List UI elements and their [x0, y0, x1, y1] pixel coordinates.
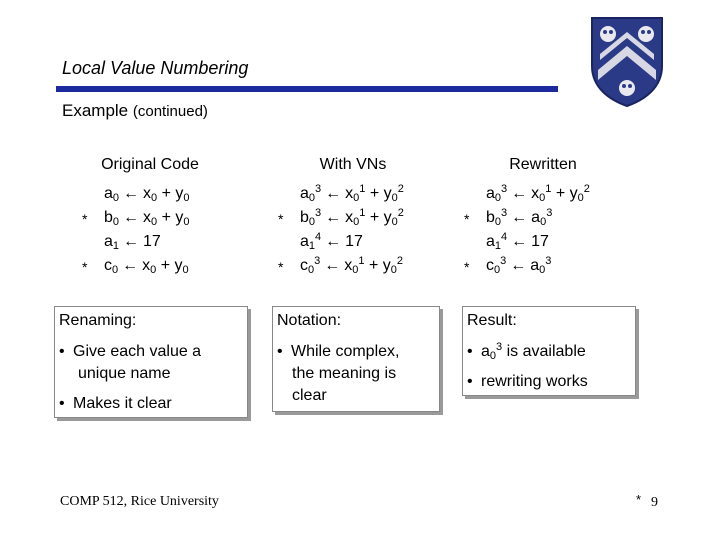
code-line: [464, 206, 590, 230]
assign-arrow: ←: [325, 233, 342, 250]
lhs-base: a: [486, 185, 495, 202]
rhs-term-sub: 0: [391, 192, 398, 204]
result-var-sub: 0: [489, 350, 497, 362]
rhs-term-base: a: [531, 209, 541, 226]
result-bullet-2: [467, 371, 588, 393]
reference-star: *: [278, 211, 284, 227]
rhs-term-base: x: [345, 209, 354, 226]
lhs-sub: 0: [112, 264, 119, 276]
result-bullet-1-text: is available: [506, 343, 586, 360]
operator: +: [555, 185, 566, 202]
rhs-term-base: y: [175, 185, 184, 202]
operator: +: [160, 257, 171, 274]
lhs-sub: 0: [112, 216, 120, 228]
rhs-term-base: 17: [531, 233, 549, 250]
reference-star: *: [464, 259, 470, 275]
operator: +: [161, 185, 171, 202]
subtitle: [62, 101, 208, 121]
rhs-term-sub: 0: [353, 192, 360, 204]
lhs-base: c: [486, 257, 494, 274]
rhs-term-base: x: [531, 185, 540, 202]
rhs-term-sub: 0: [539, 192, 546, 204]
renaming-bullet-1-line-1: Give each value a: [73, 343, 202, 360]
lhs-sub: 0: [494, 264, 501, 276]
rhs-term-base: y: [382, 257, 391, 274]
lhs-sup: 3: [314, 255, 321, 267]
renaming-bullet-2: [59, 393, 172, 415]
lhs-sup: 3: [501, 207, 508, 219]
assign-arrow: ←: [123, 185, 140, 202]
rhs-term-sup: 3: [546, 207, 553, 219]
rewritten-block: [464, 182, 590, 278]
operator: +: [368, 257, 379, 274]
notation-bullet-1: [277, 341, 399, 407]
rhs-term-base: x: [142, 257, 151, 274]
subtitle-main: Example: [62, 101, 129, 120]
rice-university-shield-icon: [588, 14, 666, 108]
slide-title: Local Value Numbering: [62, 58, 249, 78]
rhs-term-sup: 3: [545, 255, 552, 267]
rhs-term-base: x: [143, 209, 152, 226]
notation-bullet-1-line-2: the meaning is: [292, 365, 397, 382]
bullet-dot: •: [467, 343, 473, 360]
reference-star: *: [464, 211, 470, 227]
code-line: [300, 230, 404, 254]
rhs-term-sup: 2: [397, 207, 404, 219]
rhs-term-sub: 0: [352, 264, 359, 276]
lhs-sub: 1: [494, 240, 502, 252]
original-code-block: [82, 182, 190, 278]
page-star: *: [636, 492, 642, 507]
bullet-dot: •: [59, 395, 65, 412]
rhs-term-sub: 0: [182, 264, 189, 276]
lhs-sub: 0: [494, 216, 502, 228]
rhs-term-sup: 1: [358, 255, 365, 267]
rhs-term-base: x: [143, 185, 152, 202]
lhs-sub: 0: [494, 192, 502, 204]
rhs-term-base: 17: [143, 233, 161, 250]
rhs-term-sub: 0: [151, 192, 158, 204]
assign-arrow: ←: [510, 257, 527, 274]
lhs-base: a: [104, 233, 113, 250]
lhs-sup: 3: [315, 183, 322, 195]
renaming-bullet-1: [59, 341, 201, 385]
rhs-term-sup: 1: [545, 183, 552, 195]
lhs-base: a: [486, 233, 495, 250]
title-underline: [56, 86, 558, 92]
reference-star: *: [82, 211, 88, 227]
code-line: [82, 206, 190, 230]
lhs-base: c: [300, 257, 308, 274]
notation-bullet-1-line-1: While complex,: [291, 343, 400, 360]
bullet-dot: •: [467, 373, 473, 390]
lhs-sub: 1: [112, 240, 120, 252]
code-line: [278, 254, 404, 278]
lhs-base: a: [104, 185, 113, 202]
rhs-term-sub: 0: [183, 192, 190, 204]
rhs-term-base: y: [383, 209, 392, 226]
lhs-base: a: [300, 233, 309, 250]
assign-arrow: ←: [511, 209, 528, 226]
subtitle-paren: (continued): [132, 103, 208, 120]
rhs-term-sup: 1: [359, 183, 366, 195]
lhs-base: b: [486, 209, 495, 226]
heading-with-vns: With VNs: [319, 156, 387, 173]
result-var-sup: 3: [496, 341, 503, 353]
lhs-sub: 0: [112, 192, 120, 204]
reference-star: *: [278, 259, 284, 275]
result-box: [462, 306, 636, 396]
lhs-sub: 0: [308, 192, 316, 204]
rhs-term-sub: 0: [353, 216, 360, 228]
code-line: [278, 206, 404, 230]
result-var-base: a: [481, 343, 490, 360]
bullet-dot: •: [59, 343, 65, 360]
renaming-box: [54, 306, 248, 418]
renaming-bullet-1-line-2: unique name: [78, 365, 171, 382]
assign-arrow: ←: [123, 209, 140, 226]
rhs-term-sup: 2: [583, 183, 590, 195]
result-title: Result:: [467, 312, 517, 329]
result-bullet-2-text: rewriting works: [481, 373, 588, 390]
rhs-term-sub: 0: [391, 216, 398, 228]
operator: +: [369, 185, 380, 202]
lhs-sub: 0: [308, 216, 316, 228]
rhs-term-sub: 0: [577, 192, 584, 204]
code-line: [486, 182, 590, 206]
assign-arrow: ←: [325, 185, 342, 202]
assign-arrow: ←: [324, 257, 341, 274]
rhs-term-base: a: [530, 257, 540, 274]
code-line: [464, 254, 590, 278]
footer-course: COMP 512, Rice University: [60, 494, 219, 509]
code-line: [82, 254, 190, 278]
rhs-term-sub: 0: [151, 216, 158, 228]
operator: +: [161, 209, 171, 226]
rhs-term-sub: 0: [539, 264, 546, 276]
lhs-sup: 3: [500, 255, 507, 267]
lhs-sup: 4: [501, 231, 508, 243]
rhs-term-base: x: [344, 257, 353, 274]
notation-bullet-1-line-3: clear: [292, 387, 327, 404]
lhs-base: c: [104, 257, 112, 274]
page-number: 9: [651, 495, 658, 510]
heading-rewritten: Rewritten: [509, 156, 577, 173]
code-line: [104, 230, 190, 254]
rhs-term-base: y: [175, 209, 184, 226]
lhs-base: a: [300, 185, 309, 202]
assign-arrow: ←: [511, 185, 528, 202]
lhs-sup: 3: [501, 183, 508, 195]
rhs-term-sup: 2: [397, 183, 404, 195]
bullet-dot: •: [277, 343, 283, 360]
assign-arrow: ←: [123, 233, 140, 250]
rhs-term-sub: 0: [150, 264, 157, 276]
rhs-term-sup: 2: [396, 255, 403, 267]
renaming-bullet-2-text: Makes it clear: [73, 395, 172, 412]
lhs-sup: 4: [315, 231, 322, 243]
with-vns-block: [278, 182, 404, 278]
assign-arrow: ←: [511, 233, 528, 250]
rhs-term-base: y: [174, 257, 183, 274]
lhs-sub: 0: [308, 264, 315, 276]
rhs-term-sub: 0: [540, 216, 547, 228]
assign-arrow: ←: [122, 257, 139, 274]
lhs-sup: 3: [315, 207, 322, 219]
notation-title: Notation:: [277, 312, 342, 329]
operator: +: [369, 209, 380, 226]
reference-star: *: [82, 259, 88, 275]
renaming-title: Renaming:: [59, 312, 137, 329]
rhs-term-base: x: [345, 185, 354, 202]
notation-box: [272, 306, 440, 412]
rhs-term-sub: 0: [390, 264, 397, 276]
assign-arrow: ←: [325, 209, 342, 226]
code-line: [104, 182, 190, 206]
rhs-term-base: 17: [345, 233, 363, 250]
lhs-base: b: [104, 209, 113, 226]
result-bullet-1: [467, 341, 586, 363]
heading-original-code: Original Code: [101, 156, 199, 173]
rhs-term-base: y: [383, 185, 392, 202]
rhs-term-base: y: [569, 185, 578, 202]
lhs-sub: 1: [308, 240, 316, 252]
code-line: [300, 182, 404, 206]
code-line: [486, 230, 590, 254]
rhs-term-sup: 1: [359, 207, 366, 219]
lhs-base: b: [300, 209, 309, 226]
rhs-term-sub: 0: [183, 216, 190, 228]
